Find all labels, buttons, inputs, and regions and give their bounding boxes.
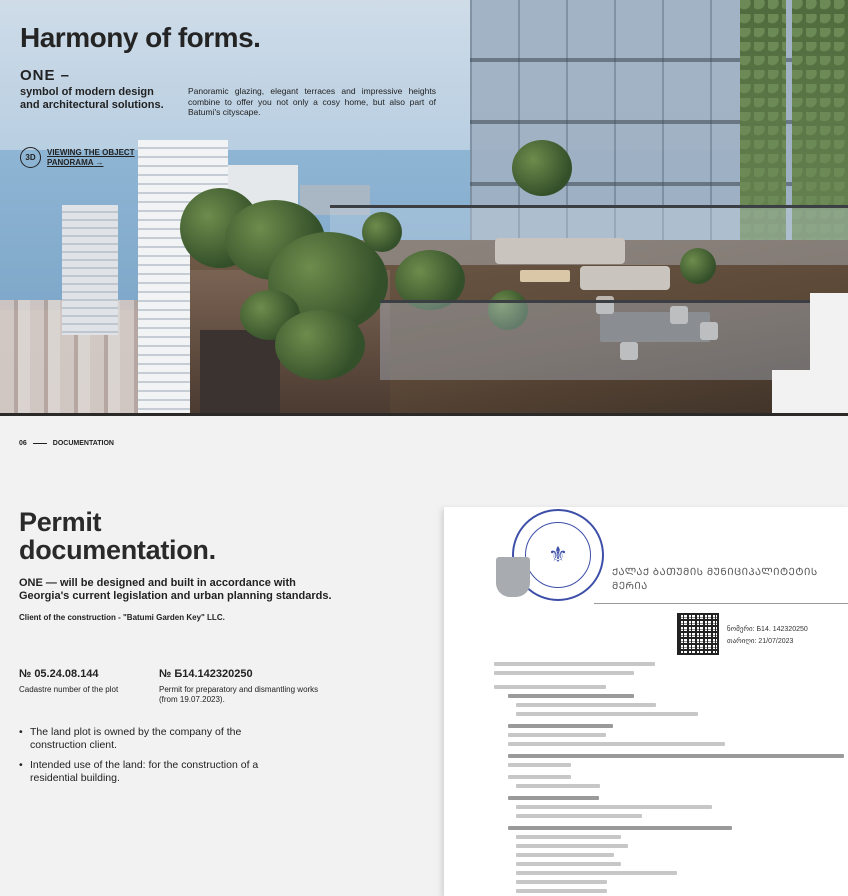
construction-client: Client of the construction - "Batumi Garden Key" LLC.	[19, 613, 225, 622]
stamp-emblem-icon: ⚜	[525, 522, 591, 588]
coffee-table	[520, 270, 570, 282]
panorama-link-line2: PANORAMA	[47, 157, 94, 167]
shrub	[362, 212, 402, 252]
decor-block	[772, 370, 848, 416]
glass-railing	[380, 300, 820, 380]
coat-of-arms-icon	[496, 557, 530, 597]
permit-label: Permit for preparatory and dismantling works (from 19.07.2023).	[159, 685, 319, 704]
documentation-title	[19, 508, 216, 564]
city-tower	[62, 205, 118, 335]
terrace-ledge-shadow	[200, 330, 280, 416]
hero-description: Panoramic glazing, elegant terraces and impressive heights combine to offer you not only a cosy home, but also part of Batumi's cityscape.	[188, 86, 436, 117]
panorama-link-line1: VIEWING THE OBJECT	[47, 147, 135, 157]
arrow-right-icon: →	[95, 157, 104, 167]
section-number: 06	[19, 440, 27, 447]
documentation-title-line1: Permit	[19, 507, 102, 537]
lounge-sofa	[580, 266, 670, 290]
permit-doc-number: ნომერი: Б14. 142320250	[727, 626, 808, 633]
3d-icon: 3D	[20, 147, 41, 168]
list-item: • Intended use of the land: for the construction of a residential building.	[19, 759, 279, 785]
brand-logo: ONE –	[20, 67, 71, 84]
qr-code-icon	[677, 613, 719, 655]
hero-title: Harmony of forms.	[20, 22, 261, 53]
cadastre-number: № 05.24.08.144	[19, 668, 99, 680]
hero-divider	[0, 413, 848, 416]
section-name: DOCUMENTATION	[52, 440, 114, 447]
permit-rule	[594, 603, 848, 604]
lounge-sofa	[495, 238, 625, 264]
permit-doc-date: თარიღი: 21/07/2023	[727, 638, 794, 645]
permit-header: ᲥᲐᲚᲐᲥ ᲑᲐᲗᲣᲛᲘᲡ ᲛᲣᲜᲘᲪᲘᲞᲐᲚᲘᲢᲔᲢᲘᲡ ᲛᲔᲠᲘᲐ	[612, 567, 818, 592]
list-item: • The land plot is owned by the company of the construction client.	[19, 726, 279, 752]
tree	[512, 140, 572, 196]
hero-tagline: symbol of modern design and architectural solutions.	[20, 86, 164, 111]
permit-document-image	[444, 507, 848, 896]
section-label	[19, 440, 114, 447]
permit-stat	[159, 668, 329, 705]
hero-section	[0, 0, 848, 416]
panorama-link[interactable]	[20, 147, 135, 168]
section-line	[33, 443, 47, 444]
cadastre-label: Cadastre number of the plot	[19, 685, 119, 694]
shrub	[275, 310, 365, 380]
decor-block	[810, 293, 848, 373]
documentation-title-line2: documentation.	[19, 535, 216, 565]
shrub	[680, 248, 716, 284]
permit-number: № Б14.142320250	[159, 668, 253, 680]
documentation-lead: ONE — will be designed and built in accordance with Georgia's current legislation and urban planning standards.	[19, 577, 332, 602]
cadastre-stat	[19, 668, 139, 695]
permit-body-text	[494, 662, 844, 896]
documentation-bullets	[19, 726, 279, 792]
panorama-link-text	[47, 148, 135, 168]
